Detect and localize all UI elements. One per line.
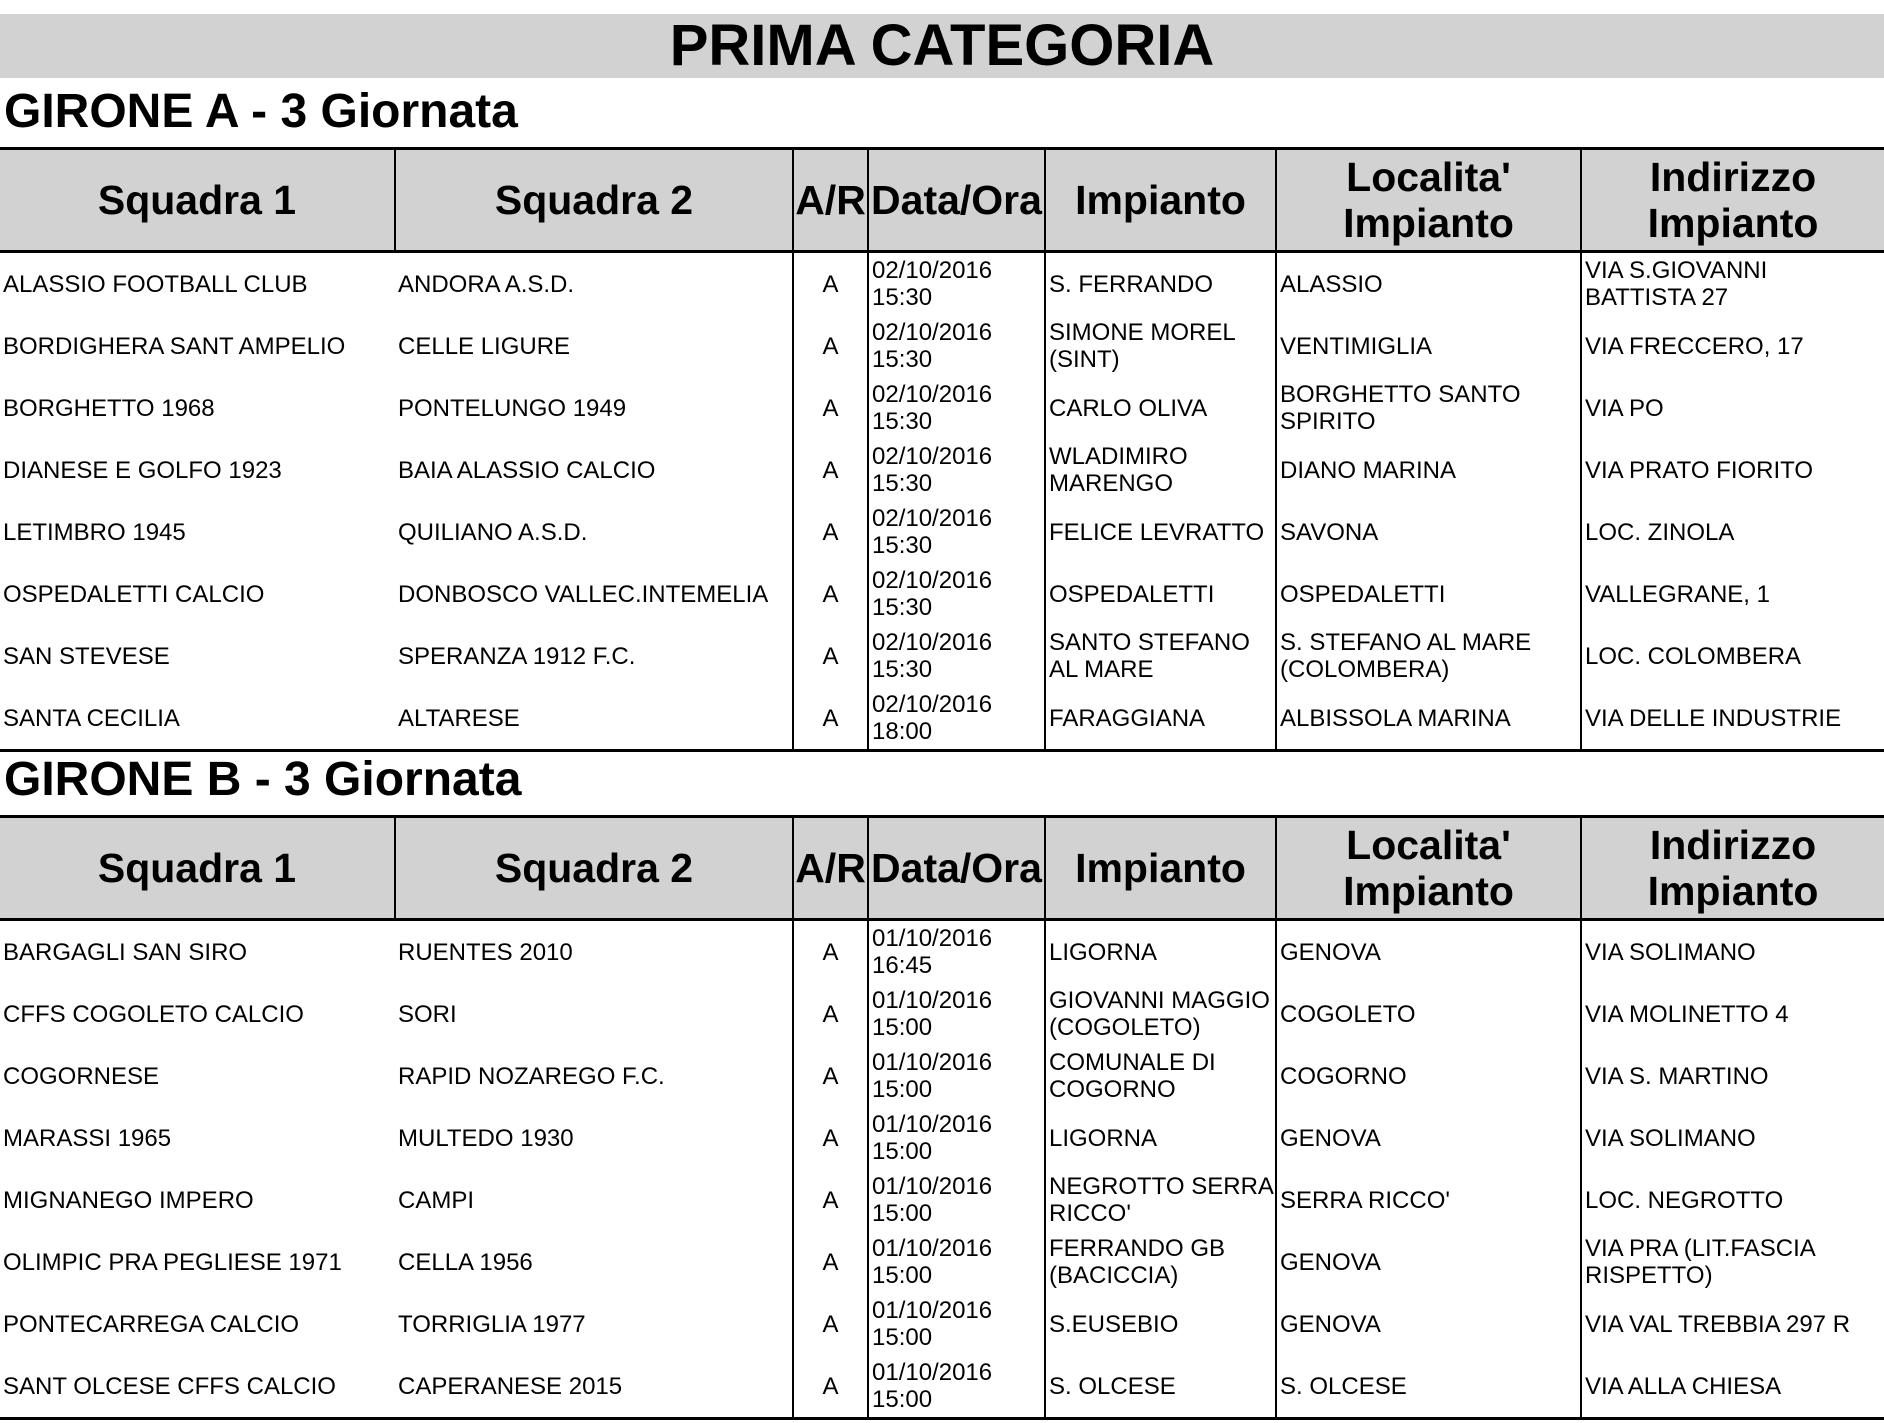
indirizzo-cell: VIA FRECCERO, 17 (1581, 315, 1884, 377)
impianto-cell: SANTO STEFANO AL MARE (1045, 625, 1276, 687)
match-time: 15:00 (872, 1014, 933, 1041)
indirizzo-cell: VIA MOLINETTO 4 (1581, 983, 1884, 1045)
header-col-squadra2: Squadra 2 (395, 817, 793, 920)
data-ora-cell (868, 1045, 1045, 1107)
match-date: 01/10/2016 (872, 1297, 993, 1324)
indirizzo-cell: VIA S.GIOVANNI BATTISTA 27 (1581, 252, 1884, 316)
data-ora-cell (868, 563, 1045, 625)
data-ora-cell (868, 439, 1045, 501)
squadra2-cell: ANDORA A.S.D. (398, 270, 575, 298)
data-ora-cell (868, 1107, 1045, 1169)
impianto-cell: NEGROTTO SERRA RICCO' (1045, 1169, 1276, 1231)
data-ora-cell (868, 501, 1045, 563)
table-row (0, 377, 1884, 439)
indirizzo-cell: VIA PRA (LIT.FASCIA RISPETTO) (1581, 1231, 1884, 1293)
match-date: 01/10/2016 (872, 1359, 993, 1386)
impianto-cell: LIGORNA (1045, 1107, 1276, 1169)
squadra1-cell: SAN STEVESE (3, 642, 170, 670)
match-time: 15:30 (872, 470, 933, 497)
table-row (0, 501, 1884, 563)
indirizzo-cell: LOC. COLOMBERA (1581, 625, 1884, 687)
match-time: 16:45 (872, 952, 933, 979)
table-row (0, 983, 1884, 1045)
match-date: 02/10/2016 (872, 567, 993, 594)
match-date: 02/10/2016 (872, 381, 993, 408)
indirizzo-cell: LOC. ZINOLA (1581, 501, 1884, 563)
girone-title: GIRONE A - 3 Giornata (4, 85, 518, 138)
schedule-table (0, 815, 1884, 1420)
indirizzo-cell: VIA PRATO FIORITO (1581, 439, 1884, 501)
indirizzo-cell: VIA VAL TREBBIA 297 R (1581, 1293, 1884, 1355)
match-date: 01/10/2016 (872, 925, 993, 952)
data-ora-cell (868, 315, 1045, 377)
match-date: 02/10/2016 (872, 505, 993, 532)
table-row (0, 252, 1884, 316)
squadra2-cell: SORI (398, 1000, 457, 1028)
localita-cell: DIANO MARINA (1276, 439, 1581, 501)
squadra1-cell: BARGAGLI SAN SIRO (3, 938, 248, 966)
ar-cell: A (793, 1355, 868, 1419)
squadra2-cell: CAMPI (398, 1186, 475, 1214)
match-time: 15:30 (872, 532, 933, 559)
header-col-impianto: Impianto (1045, 817, 1276, 920)
impianto-cell: S. FERRANDO (1045, 252, 1276, 316)
squadra1-cell: SANTA CECILIA (0, 687, 395, 751)
impianto-cell: FERRANDO GB (BACICCIA) (1045, 1231, 1276, 1293)
impianto-cell: FARAGGIANA (1045, 687, 1276, 751)
match-time: 15:30 (872, 346, 933, 373)
schedule-table (0, 147, 1884, 752)
indirizzo-cell: LOC. NEGROTTO (1581, 1169, 1884, 1231)
squadra1-cell: ALASSIO FOOTBALL CLUB (3, 270, 308, 298)
squadra2-cell: CELLA 1956 (398, 1248, 533, 1276)
data-ora-cell (868, 252, 1045, 316)
ar-cell: A (793, 1169, 868, 1231)
match-date: 01/10/2016 (872, 1173, 993, 1200)
impianto-cell: WLADIMIRO MARENGO (1045, 439, 1276, 501)
squadra1-cell: OSPEDALETTI CALCIO (3, 580, 265, 608)
match-time: 15:30 (872, 594, 933, 621)
header-col-squadra1: Squadra 1 (0, 149, 395, 252)
localita-cell: ALBISSOLA MARINA (1276, 687, 1581, 751)
ar-cell: A (793, 1293, 868, 1355)
match-date: 02/10/2016 (872, 691, 993, 718)
ar-cell: A (793, 1045, 868, 1107)
localita-cell: GENOVA (1276, 920, 1581, 984)
header-col-localita: Localita' Impianto (1276, 817, 1581, 920)
table-header-row (0, 817, 1884, 920)
data-ora-cell (868, 1293, 1045, 1355)
match-date: 01/10/2016 (872, 987, 993, 1014)
localita-cell: BORGHETTO SANTO SPIRITO (1276, 377, 1581, 439)
ar-cell: A (793, 983, 868, 1045)
indirizzo-cell: VIA DELLE INDUSTRIE (1581, 687, 1884, 751)
indirizzo-cell: VIA SOLIMANO (1581, 920, 1884, 984)
squadra2-cell: TORRIGLIA 1977 (398, 1310, 586, 1338)
indirizzo-cell: VALLEGRANE, 1 (1581, 563, 1884, 625)
indirizzo-cell: VIA SOLIMANO (1581, 1107, 1884, 1169)
table-row (0, 1107, 1884, 1169)
ar-cell: A (793, 377, 868, 439)
impianto-cell: S. OLCESE (1045, 1355, 1276, 1419)
girone-title: GIRONE B - 3 Giornata (4, 753, 522, 806)
data-ora-cell (868, 1355, 1045, 1419)
header-col-indirizzo: Indirizzo Impianto (1581, 149, 1884, 252)
table-row (0, 315, 1884, 377)
match-time: 15:30 (872, 656, 933, 683)
squadra2-cell: CELLE LIGURE (398, 332, 571, 360)
ar-cell: A (793, 501, 868, 563)
header-col-localita: Localita' Impianto (1276, 149, 1581, 252)
data-ora-cell (868, 1169, 1045, 1231)
squadra2-cell: MULTEDO 1930 (398, 1124, 574, 1152)
localita-cell: S. STEFANO AL MARE (COLOMBERA) (1276, 625, 1581, 687)
localita-cell: OSPEDALETTI (1276, 563, 1581, 625)
table-row (0, 563, 1884, 625)
localita-cell: GENOVA (1276, 1293, 1581, 1355)
squadra1-cell: BORDIGHERA SANT AMPELIO (3, 332, 346, 360)
table-row (0, 687, 1884, 751)
ar-cell: A (793, 315, 868, 377)
impianto-cell: LIGORNA (1045, 920, 1276, 984)
match-date: 01/10/2016 (872, 1235, 993, 1262)
squadra1-cell: OLIMPIC PRA PEGLIESE 1971 (3, 1248, 342, 1276)
localita-cell: S. OLCESE (1276, 1355, 1581, 1419)
header-col-squadra2: Squadra 2 (395, 149, 793, 252)
table-row (0, 1169, 1884, 1231)
indirizzo-cell: VIA PO (1581, 377, 1884, 439)
ar-cell: A (793, 1107, 868, 1169)
header-col-indirizzo: Indirizzo Impianto (1581, 817, 1884, 920)
header-col-squadra1: Squadra 1 (0, 817, 395, 920)
match-time: 15:00 (872, 1324, 933, 1351)
data-ora-cell (868, 687, 1045, 751)
header-col-data-ora: Data/Ora (868, 817, 1045, 920)
match-time: 15:30 (872, 408, 933, 435)
squadra1-cell: MARASSI 1965 (3, 1124, 172, 1152)
table-row (0, 1355, 1884, 1419)
table-row (0, 1045, 1884, 1107)
squadra1-cell: BORGHETTO 1968 (3, 394, 215, 422)
table-header-row (0, 149, 1884, 252)
squadra2-cell: RAPID NOZAREGO F.C. (398, 1062, 665, 1090)
data-ora-cell (868, 983, 1045, 1045)
match-time: 15:00 (872, 1200, 933, 1227)
ar-cell: A (793, 439, 868, 501)
impianto-cell: SIMONE MOREL (SINT) (1045, 315, 1276, 377)
impianto-cell: FELICE LEVRATTO (1045, 501, 1276, 563)
match-time: 15:00 (872, 1076, 933, 1103)
impianto-cell: GIOVANNI MAGGIO (COGOLETO) (1045, 983, 1276, 1045)
table-row (0, 439, 1884, 501)
ar-cell: A (793, 1231, 868, 1293)
localita-cell: SERRA RICCO' (1276, 1169, 1581, 1231)
ar-cell: A (793, 563, 868, 625)
squadra2-cell: DONBOSCO VALLEC.INTEMELIA (398, 580, 769, 608)
squadra2-cell: SPERANZA 1912 F.C. (398, 642, 636, 670)
ar-cell: A (793, 920, 868, 984)
impianto-cell: S.EUSEBIO (1045, 1293, 1276, 1355)
header-col-ar: A/R (793, 149, 868, 252)
squadra1-cell: COGORNESE (3, 1062, 160, 1090)
header-col-impianto: Impianto (1045, 149, 1276, 252)
data-ora-cell (868, 377, 1045, 439)
squadra1-cell: DIANESE E GOLFO 1923 (3, 456, 282, 484)
match-date: 01/10/2016 (872, 1049, 993, 1076)
squadra1-cell: PONTECARREGA CALCIO (3, 1310, 300, 1338)
page-title: PRIMA CATEGORIA (0, 14, 1884, 78)
ar-cell: A (793, 687, 868, 751)
impianto-cell: COMUNALE DI COGORNO (1045, 1045, 1276, 1107)
squadra1-cell: LETIMBRO 1945 (3, 518, 186, 546)
impianto-cell: CARLO OLIVA (1045, 377, 1276, 439)
localita-cell: COGORNO (1276, 1045, 1581, 1107)
match-date: 02/10/2016 (872, 443, 993, 470)
match-time: 18:00 (872, 718, 933, 745)
indirizzo-cell: VIA ALLA CHIESA (1581, 1355, 1884, 1419)
localita-cell: VENTIMIGLIA (1276, 315, 1581, 377)
localita-cell: SAVONA (1276, 501, 1581, 563)
squadra2-cell: RUENTES 2010 (398, 938, 573, 966)
indirizzo-cell: VIA S. MARTINO (1581, 1045, 1884, 1107)
match-time: 15:00 (872, 1262, 933, 1289)
data-ora-cell (868, 1231, 1045, 1293)
squadra1-cell: MIGNANEGO IMPERO (3, 1186, 254, 1214)
match-date: 02/10/2016 (872, 257, 993, 284)
match-date: 01/10/2016 (872, 1111, 993, 1138)
squadra1-cell: SANT OLCESE CFFS CALCIO (0, 1355, 395, 1419)
ar-cell: A (793, 252, 868, 316)
squadra2-cell: ALTARESE (395, 687, 793, 751)
squadra2-cell: QUILIANO A.S.D. (398, 518, 588, 546)
squadra2-cell: PONTELUNGO 1949 (398, 394, 627, 422)
data-ora-cell (868, 625, 1045, 687)
header-col-ar: A/R (793, 817, 868, 920)
match-date: 02/10/2016 (872, 629, 993, 656)
header-col-data-ora: Data/Ora (868, 149, 1045, 252)
match-time: 15:30 (872, 284, 933, 311)
localita-cell: GENOVA (1276, 1107, 1581, 1169)
table-row (0, 1231, 1884, 1293)
table-row (0, 625, 1884, 687)
localita-cell: GENOVA (1276, 1231, 1581, 1293)
localita-cell: COGOLETO (1276, 983, 1581, 1045)
match-time: 15:00 (872, 1386, 933, 1413)
table-row (0, 920, 1884, 984)
data-ora-cell (868, 920, 1045, 984)
impianto-cell: OSPEDALETTI (1045, 563, 1276, 625)
squadra2-cell: BAIA ALASSIO CALCIO (398, 456, 656, 484)
ar-cell: A (793, 625, 868, 687)
squadra1-cell: CFFS COGOLETO CALCIO (3, 1000, 304, 1028)
match-time: 15:00 (872, 1138, 933, 1165)
table-row (0, 1293, 1884, 1355)
squadra2-cell: CAPERANESE 2015 (395, 1355, 793, 1419)
match-date: 02/10/2016 (872, 319, 993, 346)
localita-cell: ALASSIO (1276, 252, 1581, 316)
